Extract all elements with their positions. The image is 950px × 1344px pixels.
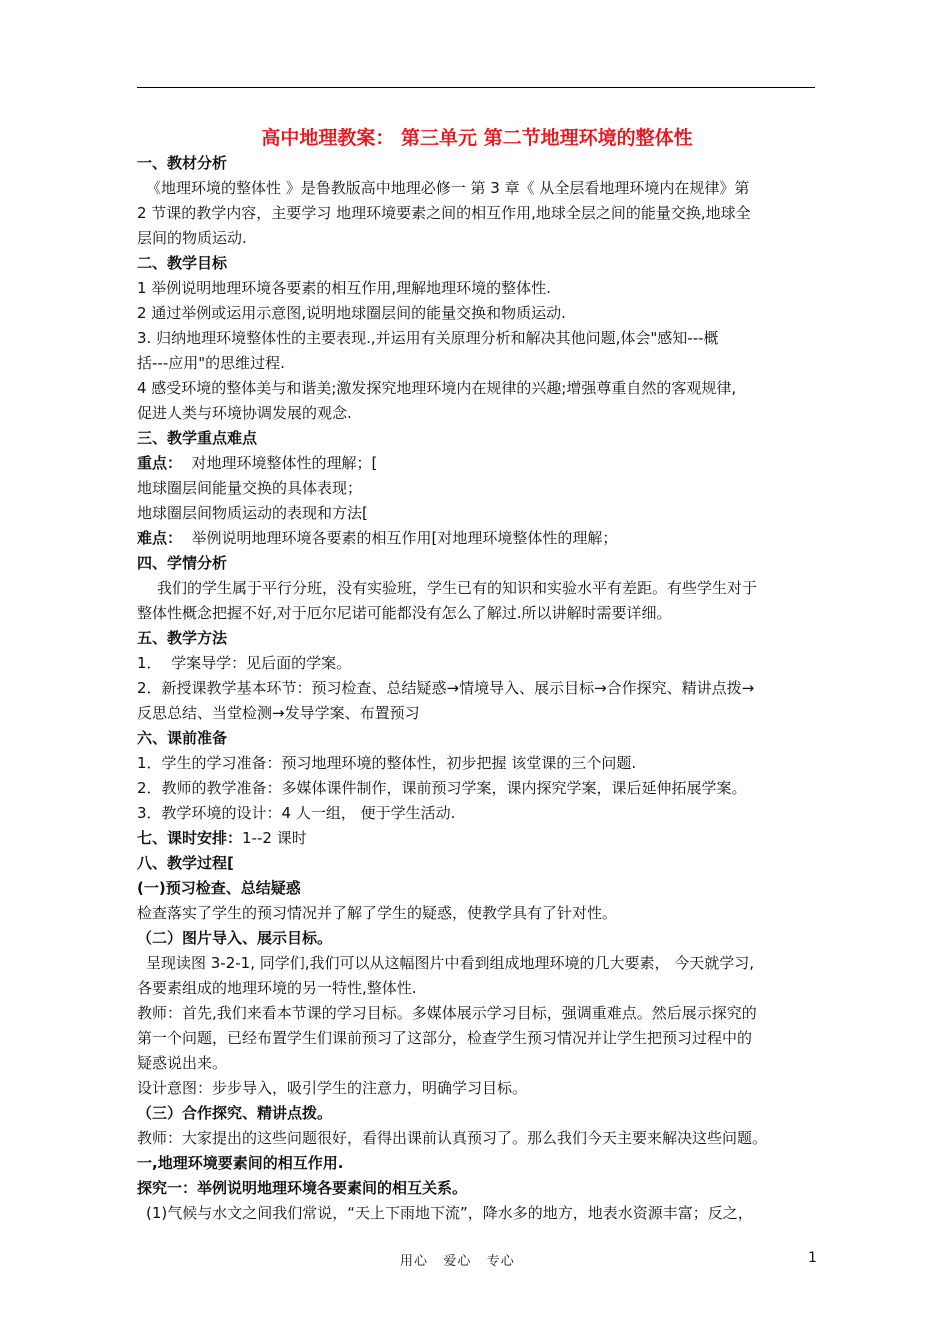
paragraph-line: 疑惑说出来。 [137,1054,228,1072]
paragraph-line: 括---应用"的思维过程. [137,354,285,372]
paragraph-line: 2 节课的教学内容，主要学习 地理环境要素之间的相互作用,地球全层之间的能量交换,地球全 [137,204,751,222]
key-points-line [137,451,817,476]
subsection-heading: （三）合作探究、精讲点拨。 [137,1104,333,1122]
paragraph-line: 1． 学案导学：见后面的学案。 [137,654,352,672]
paragraph-line: 整体性概念把握不好,对于厄尔尼诺可能都没有怎么了解过.所以讲解时需要详细。 [137,604,672,622]
paragraph-line: 2．新授课教学基本环节：预习检查、总结疑惑→情境导入、展示目标→合作探究、精讲点拨→ [137,679,755,697]
difficulty-line [137,526,817,551]
paragraph-line: 设计意图：步步导入，吸引学生的注意力，明确学习目标。 [137,1079,528,1097]
paragraph-line: 促进人类与环境协调发展的观念. [137,404,352,422]
paragraph-line: 检查落实了学生的预习情况并了解了学生的疑惑，使教学具有了针对性。 [137,904,618,922]
section-heading-2: 二、教学目标 [137,254,228,272]
section-heading-5: 五、教学方法 [137,629,228,647]
paragraph-line: 第一个问题，已经布置学生们课前预习了这部分，检查学生预习情况并让学生把预习过程中的 [137,1029,753,1047]
section-heading-3: 三、教学重点难点 [137,429,258,447]
paragraph-line: 反思总结、当堂检测→发导学案、布置预习 [137,704,420,722]
paragraph-line: 各要素组成的地理环境的另一特性,整体性. [137,979,417,997]
paragraph-line: 呈现读图 3-2-1, 同学们,我们可以从这幅图片中看到组成地理环境的几大要素， 今天就学习, [146,954,755,972]
paragraph-line: 教师：首先,我们来看本节课的学习目标。多媒体展示学习目标，强调重难点。然后展示探究的 [137,1004,757,1022]
paragraph-line: (1)气候与水文之间我们常说，“天上下雨地下流”，降水多的地方，地表水资源丰富；反之， [146,1204,753,1222]
subsection-heading: 探究一：举例说明地理环境各要素间的相互关系。 [137,1179,468,1197]
paragraph-line: 4 感受环境的整体美与和谐美;激发探究地理环境内在规律的兴趣;增强尊重自然的客观规律, [137,379,737,397]
schedule-text: 1--2 课时 [242,829,307,847]
header-rule [137,87,815,88]
paragraph-line: 教师：大家提出的这些问题很好，看得出课前认真预习了。那么我们今天主要来解决这些问题。 [137,1129,768,1147]
key-points-text: 对地理环境整体性的理解；[ [182,454,378,472]
difficulty-label: 难点： [137,529,183,547]
paragraph-line: 3. 归纳地理环境整体性的主要表现.,并运用有关原理分析和解决其他问题,体会"感知---概 [137,329,719,347]
footer-text: 用心 爱心 专心 [400,1254,515,1269]
key-points-label: 重点： [137,454,183,472]
subsection-heading: (一)预习检查、总结疑惑 [137,879,301,897]
section-heading-8: 八、教学过程[ [137,854,234,872]
paragraph-line: 3．教学环境的设计：4 人一组， 便于学生活动. [137,804,456,822]
paragraph-line: 《地理环境的整体性 》是鲁教版高中地理必修一 第 3 章《 从全层看地理环境内在规律》第 [146,179,750,197]
section-heading-1: 一、教材分析 [137,154,228,172]
paragraph-line: 我们的学生属于平行分班，没有实验班，学生已有的知识和实验水平有差距。有些学生对于 [157,579,758,597]
difficulty-text: 举例说明地理环境各要素的相互作用[对地理环境整体性的理解； [182,529,618,547]
paragraph-line: 2 通过举例或运用示意图,说明地球圈层间的能量交换和物质运动. [137,304,566,322]
schedule-line [137,826,817,851]
paragraph-line: 2．教师的教学准备：多媒体课件制作，课前预习学案，课内探究学案，课后延伸拓展学案。 [137,779,747,797]
subsection-heading: 一,地理环境要素间的相互作用. [137,1154,344,1172]
section-heading-6: 六、课前准备 [137,729,228,747]
paragraph-line: 1 举例说明地理环境各要素的相互作用,理解地理环境的整体性. [137,279,551,297]
page-number: 1 [808,1250,817,1266]
paragraph-line: 地球圈层间能量交换的具体表现； [137,479,363,497]
paragraph-line: 1．学生的学习准备：预习地理环境的整体性，初步把握 该堂课的三个问题. [137,754,637,772]
document-title: 高中地理教案： 第三单元 第二节地理环境的整体性 [261,127,693,149]
paragraph-line: 地球圈层间物质运动的表现和方法[ [137,504,368,522]
document-page [137,126,817,1226]
subsection-heading: （二）图片导入、展示目标。 [137,929,333,947]
paragraph-line: 层间的物质运动. [137,229,247,247]
section-heading-7: 七、课时安排： [137,829,243,847]
section-heading-4: 四、学情分析 [137,554,228,572]
